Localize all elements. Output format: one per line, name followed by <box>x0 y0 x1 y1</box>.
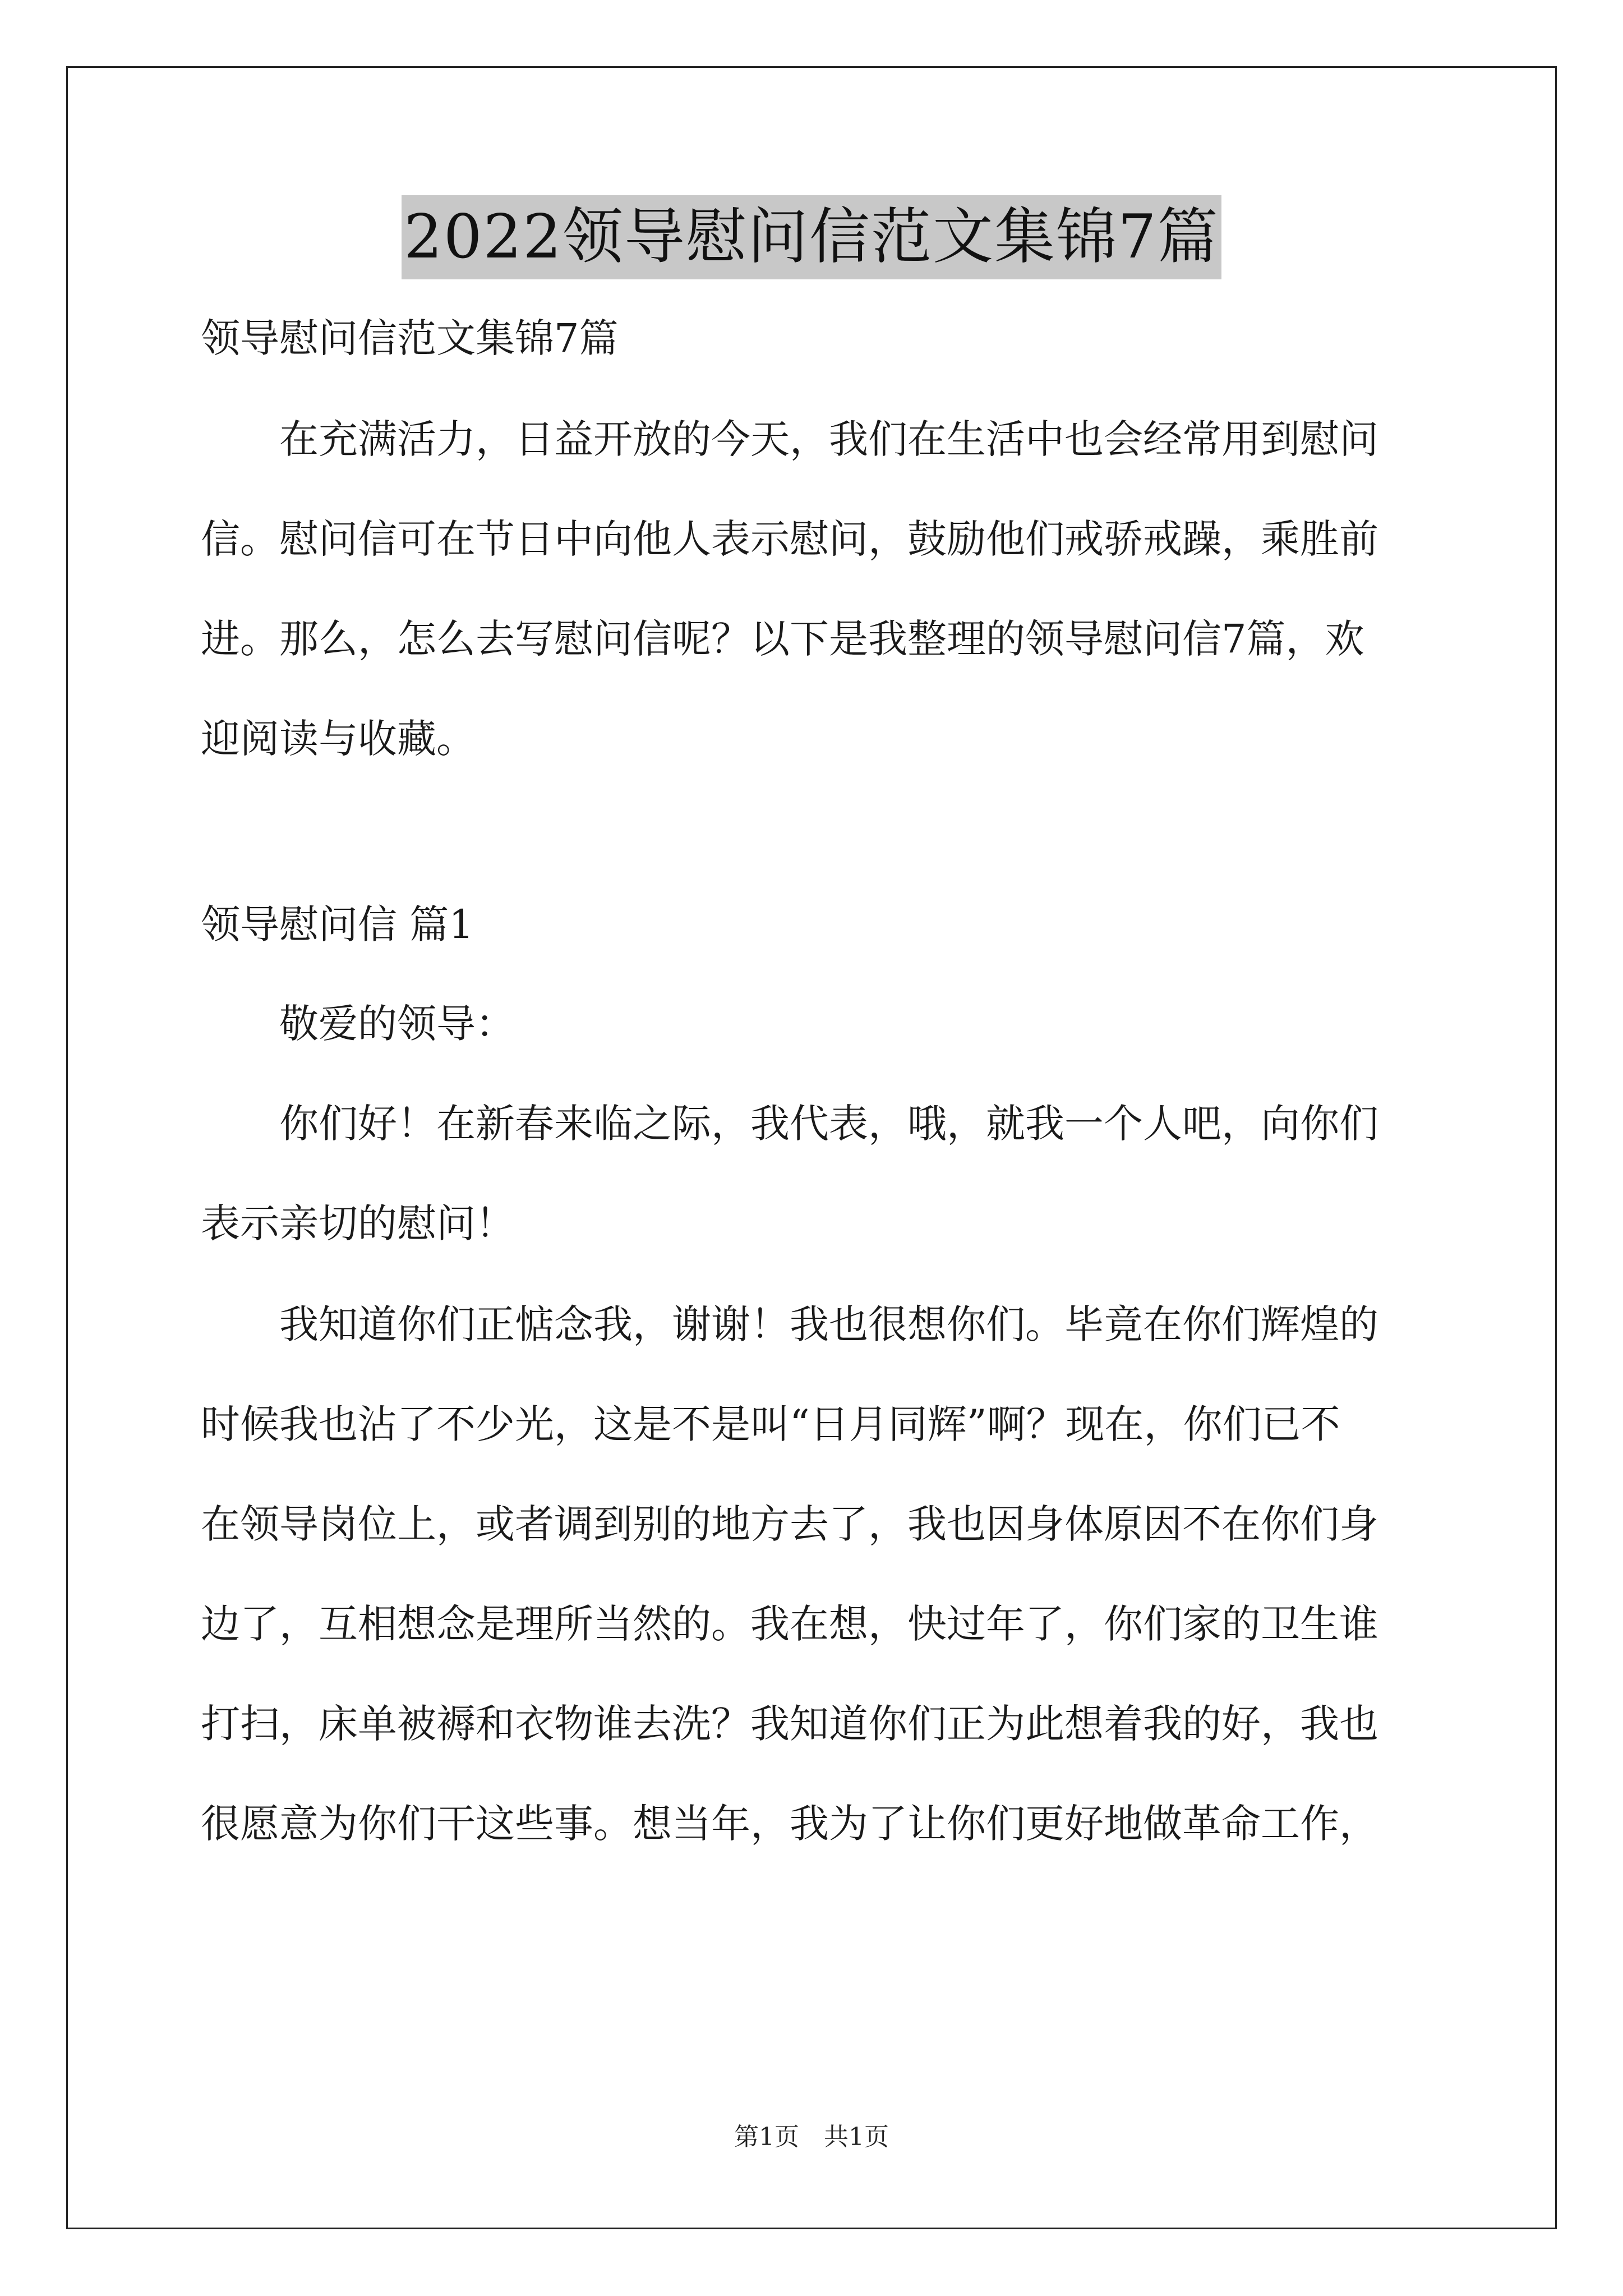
para2-line-6: 很愿意为你们干这些事。想当年，我为了让你们更好地做革命工作， <box>201 1801 1378 1847</box>
salutation: 敬爱的领导： <box>279 1001 515 1047</box>
para2-line-2: 时候我也沾了不少光，这是不是叫“日月同辉”啊？现在，你们已不 <box>201 1401 1340 1447</box>
para2-line-1: 我知道你们正惦念我，谢谢！我也很想你们。毕竟在你们辉煌的 <box>279 1301 1378 1347</box>
section-heading: 领导慰问信 篇1 <box>201 901 474 947</box>
document-title: 2022领导慰问信范文集锦7篇 <box>402 195 1221 279</box>
para1-line-1: 你们好！在新春来临之际，我代表，哦，就我一个人吧，向你们 <box>279 1101 1378 1147</box>
para1-line-2: 表示亲切的慰问！ <box>201 1200 515 1246</box>
intro-line-3: 进。那么，怎么去写慰问信呢？以下是我整理的领导慰问信7篇，欢 <box>201 616 1364 662</box>
page-footer: 第1页 共1页 <box>734 2123 889 2151</box>
intro-line-1: 在充满活力，日益开放的今天，我们在生活中也会经常用到慰问 <box>279 416 1378 462</box>
intro-line-2: 信。慰问信可在节日中向他人表示慰问，鼓励他们戒骄戒躁，乘胜前 <box>201 516 1378 562</box>
title-container <box>0 195 1623 279</box>
intro-line-4: 迎阅读与收藏。 <box>201 716 476 762</box>
para2-line-4: 边了，互相想念是理所当然的。我在想，快过年了，你们家的卫生谁 <box>201 1601 1378 1647</box>
para2-line-3: 在领导岗位上，或者调到别的地方去了，我也因身体原因不在你们身 <box>201 1501 1378 1547</box>
subtitle: 领导慰问信范文集锦7篇 <box>201 315 619 361</box>
para2-line-5: 打扫，床单被褥和衣物谁去洗？我知道你们正为此想着我的好，我也 <box>201 1701 1378 1747</box>
